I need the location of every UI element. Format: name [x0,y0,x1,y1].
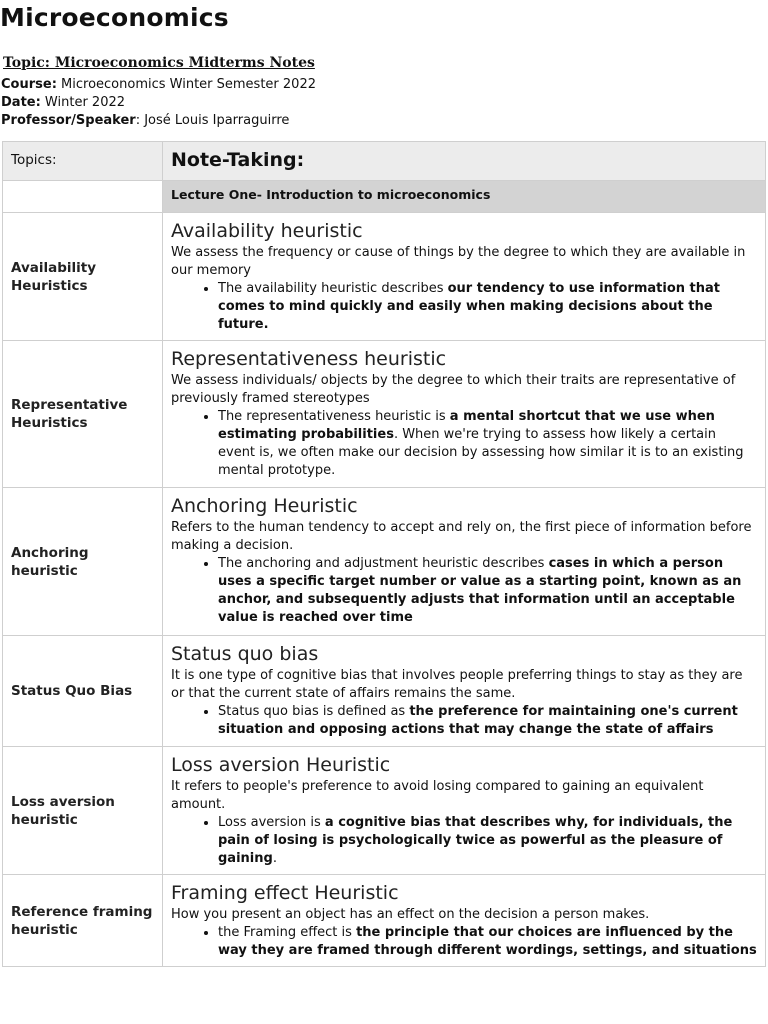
bullet-item [218,555,757,627]
date-value: Winter 2022 [40,95,126,110]
bullet-text: Loss aversion is [218,815,325,830]
table-header-row [3,142,766,181]
bullet-list [171,814,757,868]
content-cell [163,636,766,747]
bullet-text-end: . When we're trying to assess how likely a certain event is, we often make our decision by assessing how similar it is to an existing mental prototype. [218,427,744,478]
bullet-bold-text: the principle that our choices are influenced by the way they are framed through different wordings, settings, and situations [218,925,757,958]
topic-cell: Status Quo Bias [3,636,163,747]
topic-line: Topic: Microeconomics Midterms Notes [3,55,315,71]
bullet-text: The anchoring and adjustment heuristic describes [218,556,549,571]
bullet-text-end: . [272,851,277,866]
professor-line [1,112,289,130]
heuristic-description: Refers to the human tendency to accept and rely on, the first piece of information before making a decision. [171,520,752,553]
topic-cell: Loss aversion heuristic [3,747,163,875]
bullet-text: The availability heuristic describes [218,281,448,296]
heuristic-description: It refers to people's preference to avoid losing compared to gaining an equivalent amount. [171,779,704,812]
professor-label: Professor/Speaker [1,113,136,128]
lecture-title: Lecture One- Introduction to microeconomics [163,181,766,213]
heuristic-heading: Availability heuristic [171,220,363,242]
note-taking-header: Note-Taking: [163,142,766,181]
table-row [3,875,766,967]
bullet-text: Status quo bias is defined as [218,704,410,719]
heuristic-heading: Anchoring Heuristic [171,495,358,517]
lecture-row [3,181,766,213]
heuristic-description: We assess the frequency or cause of things by the degree to which they are available in our memory [171,245,746,278]
heuristic-heading: Representativeness heuristic [171,348,447,370]
bullet-list [171,555,757,627]
bullet-bold-text: the preference for maintaining one's current situation and opposing actions that may change the state of affairs [218,704,738,737]
table-row [3,636,766,747]
table-row [3,488,766,636]
bullet-bold-text: a cognitive bias that describes why, for individuals, the pain of losing is psychologically twice as powerful as the pleasure of gaining [218,815,733,866]
topics-header: Topics: [3,142,163,181]
heuristic-heading: Framing effect Heuristic [171,882,399,904]
table-row [3,213,766,341]
date-label: Date: [1,95,41,110]
bullet-item [218,924,757,960]
notes-table [2,141,766,967]
bullet-list [171,703,757,739]
bullet-bold-text: a mental shortcut that we use when estimating probabilities [218,409,715,442]
bullet-bold-text: cases in which a person uses a specific target number or value as a starting point, known as an anchor, and subsequently adjusts that information until an acceptable value is reached over time [218,556,742,625]
content-cell [163,341,766,488]
bullet-list [171,280,757,334]
bullet-item [218,814,757,868]
heuristic-description: We assess individuals/ objects by the degree to which their traits are representative of previously framed stereotypes [171,373,736,406]
topic-cell: Representative Heuristics [3,341,163,488]
content-cell [163,875,766,967]
content-cell [163,213,766,341]
bullet-item [218,703,757,739]
bullet-bold-text: our tendency to use information that comes to mind quickly and easily when making decisions about the future. [218,281,720,332]
topic-cell: Availability Heuristics [3,213,163,341]
bullet-text: The representativeness heuristic is [218,409,450,424]
lecture-empty-cell [3,181,163,213]
bullet-list [171,924,757,960]
bullet-text: the Framing effect is [218,925,357,940]
table-row [3,341,766,488]
heuristic-description: How you present an object has an effect on the decision a person makes. [171,907,650,922]
heuristic-heading: Status quo bias [171,643,319,665]
content-cell [163,747,766,875]
topic-cell: Anchoring heuristic [3,488,163,636]
bullet-item [218,408,757,480]
bullet-item [218,280,757,334]
professor-value: : José Louis Iparraguirre [135,113,290,128]
date-line [1,94,125,112]
course-line [1,76,316,94]
heuristic-description: It is one type of cognitive bias that involves people preferring things to stay as they are or that the current state of affairs remains the same. [171,668,743,701]
course-label: Course: [1,77,57,92]
topic-cell: Reference framing heuristic [3,875,163,967]
table-row [3,747,766,875]
document-title: Microeconomics [0,3,229,32]
content-cell [163,488,766,636]
course-value: Microeconomics Winter Semester 2022 [56,77,316,92]
heuristic-heading: Loss aversion Heuristic [171,754,391,776]
bullet-list [171,408,757,480]
